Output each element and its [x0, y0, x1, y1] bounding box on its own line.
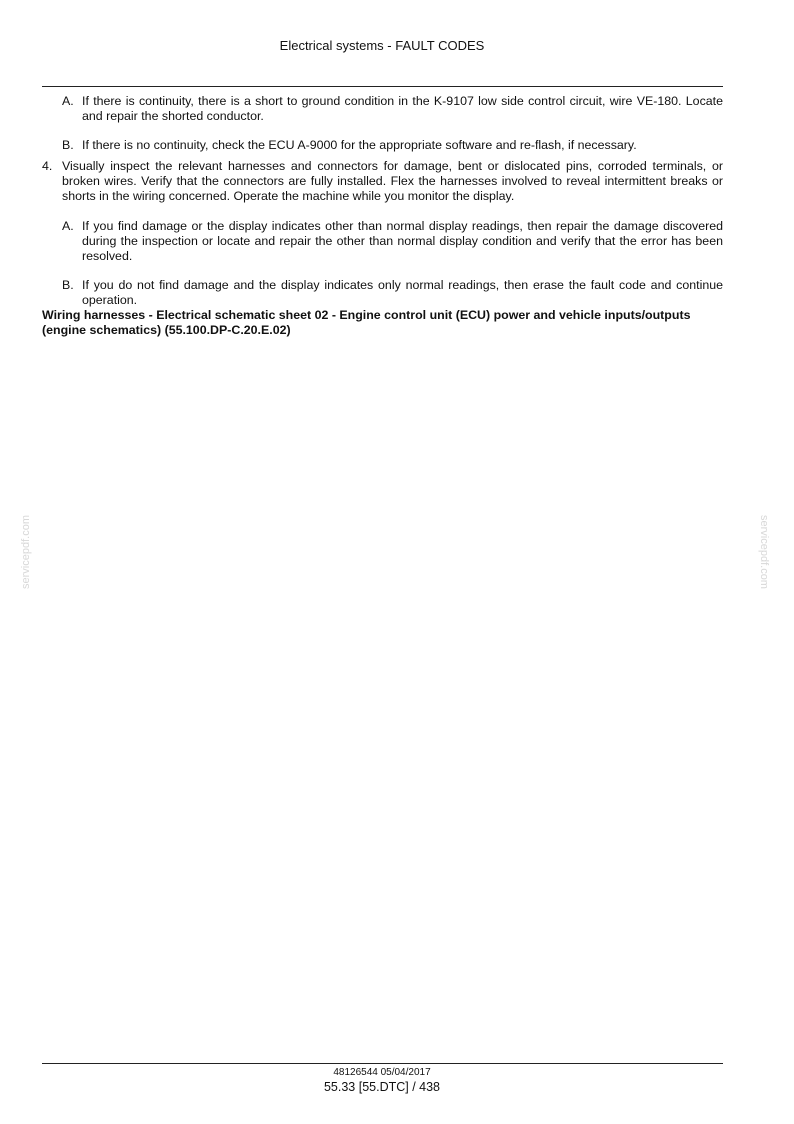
- substep-text: If there is no continuity, check the ECU A-9000 for the appropriate software and re-flash, if necessary.: [82, 138, 637, 152]
- watermark-left: servicepdf.com: [20, 515, 32, 589]
- page-header-title: Electrical systems - FAULT CODES: [279, 38, 485, 53]
- footer-divider: [42, 1063, 723, 1064]
- substep-b-no-continuity: [62, 138, 723, 153]
- watermark-right: servicepdf.com: [758, 515, 770, 589]
- substep-text: If there is continuity, there is a short to ground condition in the K-9107 low side control circuit, wire VE-180. Locate and repair the shorted conductor.: [82, 94, 723, 123]
- substep-text: If you find damage or the display indicates other than normal display readings, then repair the damage discovered during the inspection or locate and repair the other than normal display condition and verify that the error has been resolved.: [82, 219, 723, 263]
- substep-a-continuity: [62, 94, 723, 124]
- cross-reference-link[interactable]: Wiring harnesses - Electrical schematic sheet 02 - Engine control unit (ECU) power and vehicle inputs/outputs (engine schematics) (55.100.DP-C.20.E.02): [42, 308, 691, 337]
- substep-b-no-damage: [62, 278, 723, 308]
- substep-marker: A.: [62, 94, 74, 108]
- step-text: Visually inspect the relevant harnesses and connectors for damage, bent or dislocated pins, corroded terminals, or broken wires. Verify that the connectors are fully installed. Flex the harnesses involved to reveal intermittent breaks or shorts in the wiring concerned. Operate the machine while you monitor the display.: [62, 159, 723, 203]
- substep-text: If you do not find damage and the display indicates only normal readings, then erase the fault code and continue operation.: [82, 278, 723, 307]
- substep-marker: A.: [62, 219, 74, 233]
- substep-marker: B.: [62, 138, 74, 152]
- footer-document-code: 48126544 05/04/2017: [333, 1067, 431, 1078]
- step-number: 4.: [42, 159, 53, 173]
- substep-marker: B.: [62, 278, 74, 292]
- substep-a-damage-found: [62, 219, 723, 264]
- document-body: [42, 94, 723, 338]
- step-4-visual-inspection: [42, 159, 723, 204]
- header-divider: [42, 86, 723, 87]
- footer-page-reference: 55.33 [55.DTC] / 438: [323, 1080, 441, 1094]
